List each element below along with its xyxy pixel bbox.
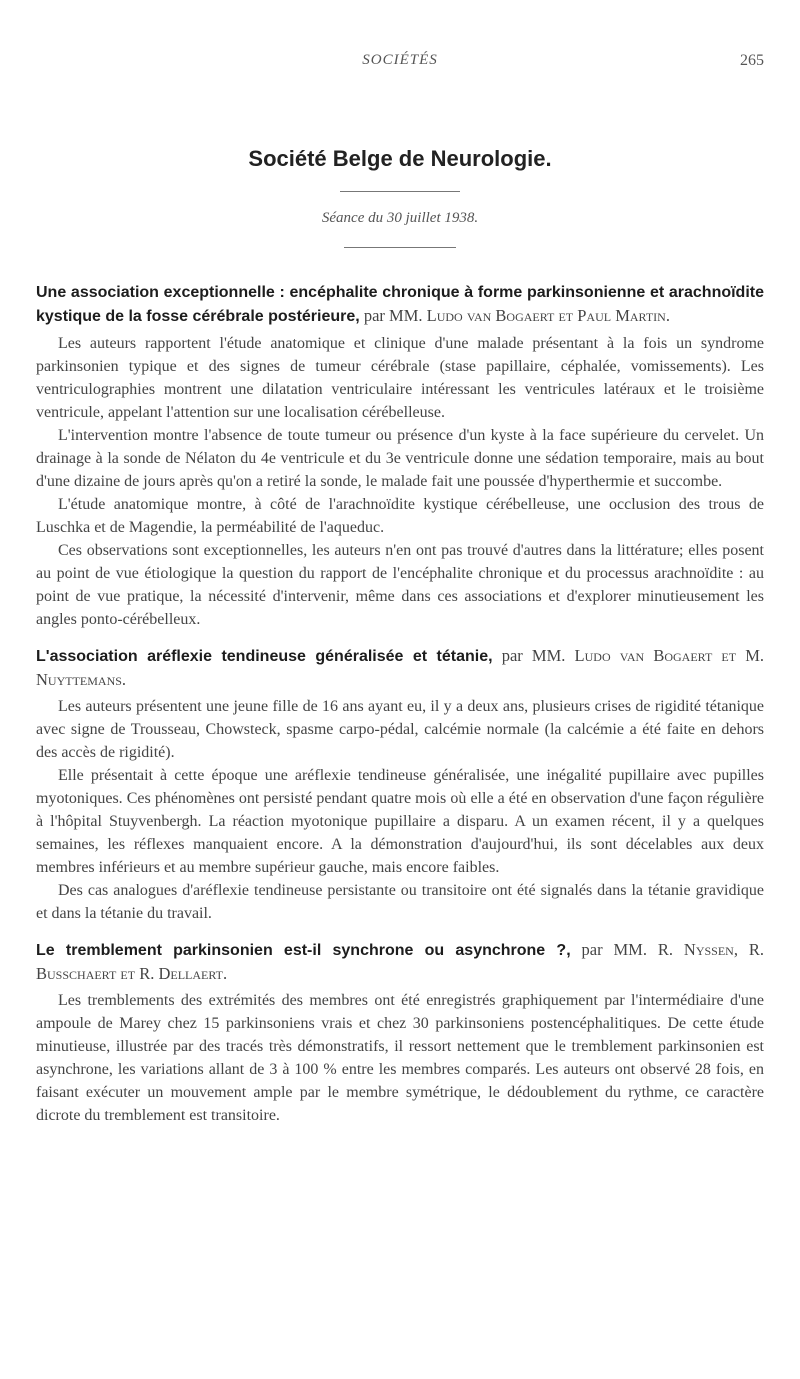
article-paragraph: L'intervention montre l'absence de toute tumeur ou présence d'un kyste à la face supérieure du cervelet. Un drainage à la sonde de Nélaton du 4e ventricule et du 3e ventricule donne une sédation temporaire, mais au bout d'une dizaine de jours après qu'on a retiré la sonde, le malade fait une poussée d'hyperthermie et succombe.	[36, 427, 764, 490]
article-title-text: Le tremblement parkinsonien est-il synchrone ou asynchrone ?,	[36, 942, 571, 959]
page-number: 265	[740, 52, 764, 69]
article-title-text: L'association aréflexie tendineuse généralisée et tétanie,	[36, 648, 493, 665]
article-list	[36, 280, 764, 1140]
article-authors: R. Nyssen, R. Busschaert et R. Dellaert.	[36, 940, 764, 983]
article-authors: Ludo van Bogaert et M. Nuyttemans.	[36, 646, 764, 689]
article-paragraph: Les tremblements des extrémités des membres ont été enregistrés graphiquement par l'intermédiaire d'une ampoule de Marey chez 15 parkinsoniens vrais et chez 30 parkinsoniens postencéphalitiques. De cette étude minutieuse, illustrée par des tracés très démonstratifs, il ressort nettement que le tremblement parkinsonien est asynchrone, les variations allant de 3 à 100 % entre les membres comparés. Les auteurs ont observé 28 fois, en faisant exécuter un mouvement ample par le membre symétrique, le dédoublement du rythme, ce caractère dicrote du tremblement est transitoire.	[36, 992, 764, 1124]
article-3	[36, 938, 764, 1127]
article-title	[36, 644, 764, 691]
session-date: Séance du 30 juillet 1938.	[321, 210, 479, 226]
running-head	[0, 52, 800, 76]
article-title-text: Une association exceptionnelle : encéphalite chronique à forme parkinsonienne et arachnoïdite kystique de la fosse cérébrale postérieure,	[36, 284, 764, 325]
session-rule	[344, 247, 456, 248]
article-paragraph: Les auteurs présentent une jeune fille de 16 ans ayant eu, il y a deux ans, plusieurs crises de rigidité tétanique avec signe de Trousseau, Chowsteck, spasme carpo-pédal, calcémie normale (la calcémie a été faite en dehors des accès de rigidité).	[36, 698, 764, 761]
article-title	[36, 280, 764, 328]
article-paragraph: L'étude anatomique montre, à côté de l'arachnoïdite kystique cérébelleuse, une occlusion des trous de Luschka et de Magendie, la perméabilité de l'aqueduc.	[36, 496, 764, 536]
article-paragraph: Ces observations sont exceptionnelles, les auteurs n'en ont pas trouvé d'autres dans la littérature; elles posent au point de vue étiologique la question du rapport de l'encéphalite chronique et du processus arachnoïdite : au point de vue pratique, la nécessité d'intervenir, même dans ces associations et d'explorer minutieusement les angles ponto-cérébelleux.	[36, 542, 764, 628]
title-rule	[340, 191, 460, 192]
article-paragraph: Elle présentait à cette époque une aréflexie tendineuse généralisée, une inégalité pupillaire avec pupilles myotoniques. Ces phénomènes ont persisté pendant quatre mois où elle a été en observation d'une façon régulière à l'hôpital Stuyvenbergh. La réaction myotonique pupillaire a disparu. A un examen récent, il y a quelques semaines, les réflexes manquaient encore. A la démonstration d'aujourd'hui, ils sont décelables aux deux membres inférieurs et au membre supérieur gauche, mais encore faibles.	[36, 767, 764, 876]
article-paragraph: Des cas analogues d'aréflexie tendineuse persistante ou transitoire ont été signalés dans la tétanie gravidique et dans la tétanie du travail.	[36, 882, 764, 922]
running-title: SOCIÉTÉS	[362, 52, 438, 68]
article-authors: Ludo van Bogaert et Paul Martin.	[426, 306, 670, 325]
authors-prefix: par MM.	[581, 940, 647, 959]
article-1	[36, 280, 764, 631]
society-title: Société Belge de Neurologie.	[248, 146, 552, 171]
article-2	[36, 644, 764, 925]
article-paragraph: Les auteurs rapportent l'étude anatomique et clinique d'une malade présentant à la fois un syndrome parkinsonien typique et des signes de tumeur cérébrale (stase papillaire, céphalée, vomissements). Les ventriculographies montrent une dilatation ventriculaire intéressant les ventricules latéraux et le troisième ventricule, appelant l'attention sur une localisation cérébelleuse.	[36, 335, 764, 421]
authors-prefix: par MM.	[363, 306, 423, 325]
authors-prefix: par MM.	[501, 646, 566, 665]
article-title	[36, 938, 764, 985]
